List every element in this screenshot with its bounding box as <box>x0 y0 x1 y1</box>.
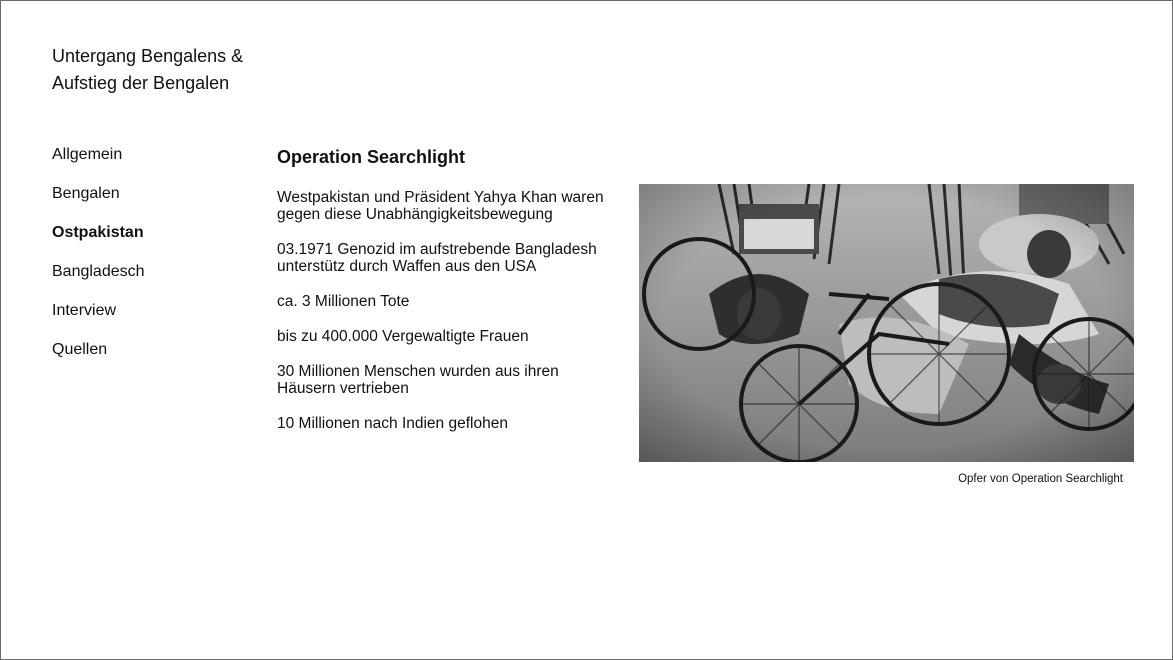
nav-item-bengalen[interactable]: Bengalen <box>52 185 120 202</box>
nav-item-bangladesch[interactable]: Bangladesch <box>52 263 145 280</box>
nav-item-interview[interactable]: Interview <box>52 302 117 319</box>
paragraph-6: 10 Millionen nach Indien geflohen <box>277 415 508 432</box>
main-content <box>277 145 617 450</box>
photo-caption: Opfer von Operation Searchlight <box>958 473 1123 485</box>
page-heading: Operation Searchlight <box>277 147 466 167</box>
site-title-line-2: Aufstieg der Bengalen <box>52 73 230 93</box>
paragraph-2: 03.1971 Genozid im aufstrebende Bangladesh unterstütz durch Waffen aus den USA <box>277 241 597 275</box>
nav-item-quellen[interactable]: Quellen <box>52 341 108 358</box>
paragraph-5: 30 Millionen Menschen wurden aus ihren Häusern vertrieben <box>277 363 559 397</box>
photo-figure <box>639 184 1134 485</box>
site-title[interactable] <box>52 43 292 97</box>
nav-item-allgemein[interactable]: Allgemein <box>52 146 123 163</box>
site-title-line-1: Untergang Bengalens & <box>52 46 244 66</box>
paragraph-4: bis zu 400.000 Vergewaltigte Frauen <box>277 328 529 345</box>
historical-photo <box>639 184 1134 462</box>
paragraph-3: ca. 3 Millionen Tote <box>277 293 410 310</box>
sidebar-nav <box>52 145 145 379</box>
paragraph-1: Westpakistan und Präsident Yahya Khan waren gegen diese Unabhängigkeitsbewegung <box>277 189 604 223</box>
nav-item-ostpakistan[interactable]: Ostpakistan <box>52 224 144 241</box>
